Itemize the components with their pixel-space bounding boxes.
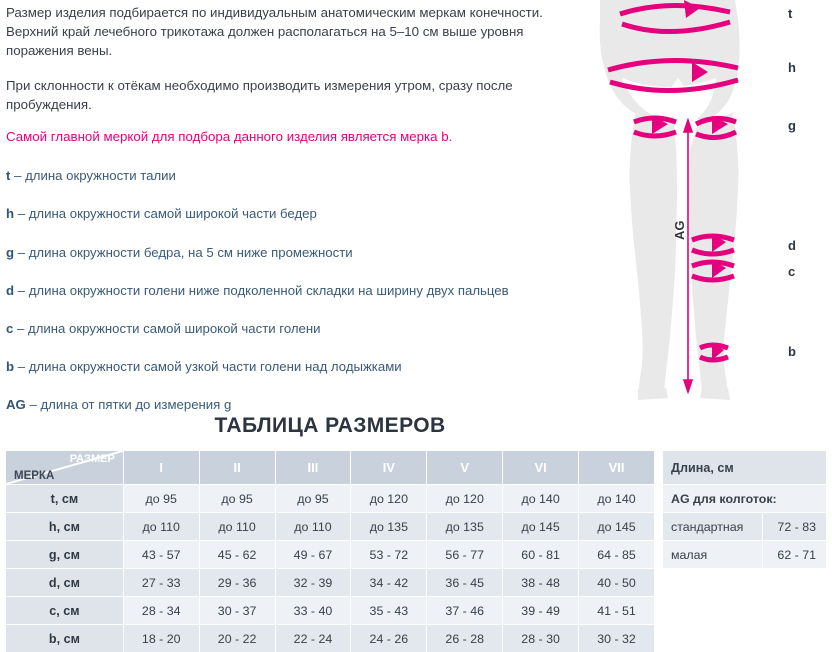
cell-b-4: 24 - 26 [351, 625, 427, 652]
cell-d-5: 36 - 45 [427, 569, 503, 597]
corner-label-size: РАЗМЕР [69, 453, 115, 465]
length-table-header: Длина, см [663, 451, 827, 485]
length-table [662, 450, 827, 569]
cell-h-7: до 145 [579, 513, 655, 541]
size-col-iii: III [275, 451, 351, 485]
size-table-body [6, 485, 655, 652]
cell-d-2: 29 - 36 [199, 569, 275, 597]
cell-c-5: 37 - 46 [427, 597, 503, 625]
length-table-body [663, 485, 827, 569]
size-table-head [6, 451, 655, 485]
legend-text-h: – длина окружности самой широкой части бедер [14, 206, 317, 222]
cell-g-1: 43 - 57 [123, 541, 199, 569]
cell-t-6: до 140 [503, 485, 579, 513]
cell-c-2: 30 - 37 [199, 597, 275, 625]
cell-d-6: 38 - 48 [503, 569, 579, 597]
length-row-value-standard: 72 - 83 [762, 513, 826, 541]
cell-g-6: 60 - 81 [503, 541, 579, 569]
legend-text-b: – длина окружности самой узкой части голени над лодыжками [14, 359, 402, 375]
figure-label-c: c [788, 264, 796, 279]
size-table-header-row [6, 451, 655, 485]
legend-item-ag [6, 396, 562, 413]
legend-item-d [6, 282, 562, 299]
row-label-g: g, см [6, 541, 124, 569]
figure-label-h: h [788, 60, 796, 75]
legend-text-t: – длина окружности талии [10, 168, 176, 184]
cell-h-3: до 110 [275, 513, 351, 541]
cell-h-4: до 135 [351, 513, 427, 541]
legend-item-t [6, 167, 562, 184]
cell-g-2: 45 - 62 [199, 541, 275, 569]
length-row-label-small: малая [663, 541, 763, 569]
cell-t-5: до 120 [427, 485, 503, 513]
cell-t-7: до 140 [579, 485, 655, 513]
cell-h-1: до 110 [123, 513, 199, 541]
table-row [6, 541, 655, 569]
row-label-h: h, см [6, 513, 124, 541]
cell-d-7: 40 - 50 [579, 569, 655, 597]
size-table [5, 450, 655, 652]
table-title: ТАБЛИЦА РАЗМЕРОВ [214, 414, 446, 437]
legend-text-ag: – длина от пятки до измерения g [25, 397, 232, 413]
length-row-value-small: 62 - 71 [762, 541, 826, 569]
legend-text-g: – длина окружности бедра, на 5 см ниже промежности [14, 244, 353, 260]
legend-key-ag: AG [6, 397, 26, 413]
size-col-v: V [427, 451, 503, 485]
measurement-figure [560, 0, 832, 405]
table-row [663, 513, 827, 541]
cell-c-3: 33 - 40 [275, 597, 351, 625]
cell-c-6: 39 - 49 [503, 597, 579, 625]
cell-b-6: 28 - 30 [503, 625, 579, 652]
table-row [6, 485, 655, 513]
table-row [663, 485, 827, 513]
description-column [6, 4, 562, 434]
size-col-iv: IV [351, 451, 427, 485]
intro-paragraph-1: Размер изделия подбирается по индивидуальным анатомическим меркам конечности. Верхний край лечебного трикотажа должен располагаться на 5–10 см выше уровня поражения вены. [6, 5, 543, 58]
cell-g-7: 64 - 85 [579, 541, 655, 569]
cell-t-3: до 95 [275, 485, 351, 513]
cell-g-5: 56 - 77 [427, 541, 503, 569]
length-table-head [663, 451, 827, 485]
size-col-i: I [123, 451, 199, 485]
cell-b-7: 30 - 32 [579, 625, 655, 652]
legend-key-h: h [6, 206, 15, 222]
legend-text-c: – длина окружности самой широкой части голени [13, 320, 321, 336]
size-col-vi: VI [503, 451, 579, 485]
cell-b-5: 26 - 28 [427, 625, 503, 652]
length-row-label-standard: стандартная [663, 513, 763, 541]
cell-h-6: до 145 [503, 513, 579, 541]
cell-d-1: 27 - 33 [123, 569, 199, 597]
cell-d-4: 34 - 42 [351, 569, 427, 597]
table-row [6, 569, 655, 597]
size-table-corner-cell [6, 451, 124, 485]
cell-t-2: до 95 [199, 485, 275, 513]
cell-c-7: 41 - 51 [579, 597, 655, 625]
cell-t-4: до 120 [351, 485, 427, 513]
corner-label-measure: МЕРКА [14, 470, 55, 482]
legend-item-h [6, 205, 562, 222]
legend-item-c [6, 320, 562, 337]
row-label-b: b, см [6, 625, 124, 652]
figure-label-d: d [788, 238, 796, 253]
cell-b-1: 18 - 20 [123, 625, 199, 652]
intro-paragraph-2: При склонности к отёкам необходимо производить измерения утром, сразу после пробуждения. [6, 77, 513, 112]
legend-key-g: g [6, 244, 15, 260]
cell-g-4: 53 - 72 [351, 541, 427, 569]
cell-c-4: 35 - 43 [351, 597, 427, 625]
figure-label-t: t [788, 6, 793, 21]
length-subheader: AG для колготок: [663, 485, 827, 513]
cell-h-5: до 135 [427, 513, 503, 541]
table-row [6, 625, 655, 652]
cell-c-1: 28 - 34 [123, 597, 199, 625]
figure-label-ag: AG [672, 220, 687, 240]
row-label-d: d, см [6, 569, 124, 597]
cell-t-1: до 95 [123, 485, 199, 513]
legend-item-g [6, 244, 562, 261]
row-label-t: t, см [6, 485, 124, 513]
legend-key-b: b [6, 359, 15, 375]
row-label-c: c, см [6, 597, 124, 625]
legend-key-t: t [6, 168, 11, 184]
table-row [6, 597, 655, 625]
cell-b-3: 22 - 24 [275, 625, 351, 652]
cell-d-3: 32 - 39 [275, 569, 351, 597]
table-row [6, 513, 655, 541]
legend-key-d: d [6, 282, 15, 298]
cell-h-2: до 110 [199, 513, 275, 541]
legend-item-b [6, 358, 562, 375]
legend-key-c: c [6, 320, 14, 336]
highlight-note: Самой главной меркой для подбора данного изделия является мерка b. [6, 129, 453, 145]
figure-label-g: g [788, 118, 796, 133]
cell-g-3: 49 - 67 [275, 541, 351, 569]
table-row [663, 541, 827, 569]
cell-b-2: 20 - 22 [199, 625, 275, 652]
size-col-ii: II [199, 451, 275, 485]
size-col-vii: VII [579, 451, 655, 485]
legend-text-d: – длина окружности голени ниже подколенной складки на ширину двух пальцев [14, 282, 509, 298]
length-header-row [663, 451, 827, 485]
figure-label-b: b [788, 344, 796, 359]
